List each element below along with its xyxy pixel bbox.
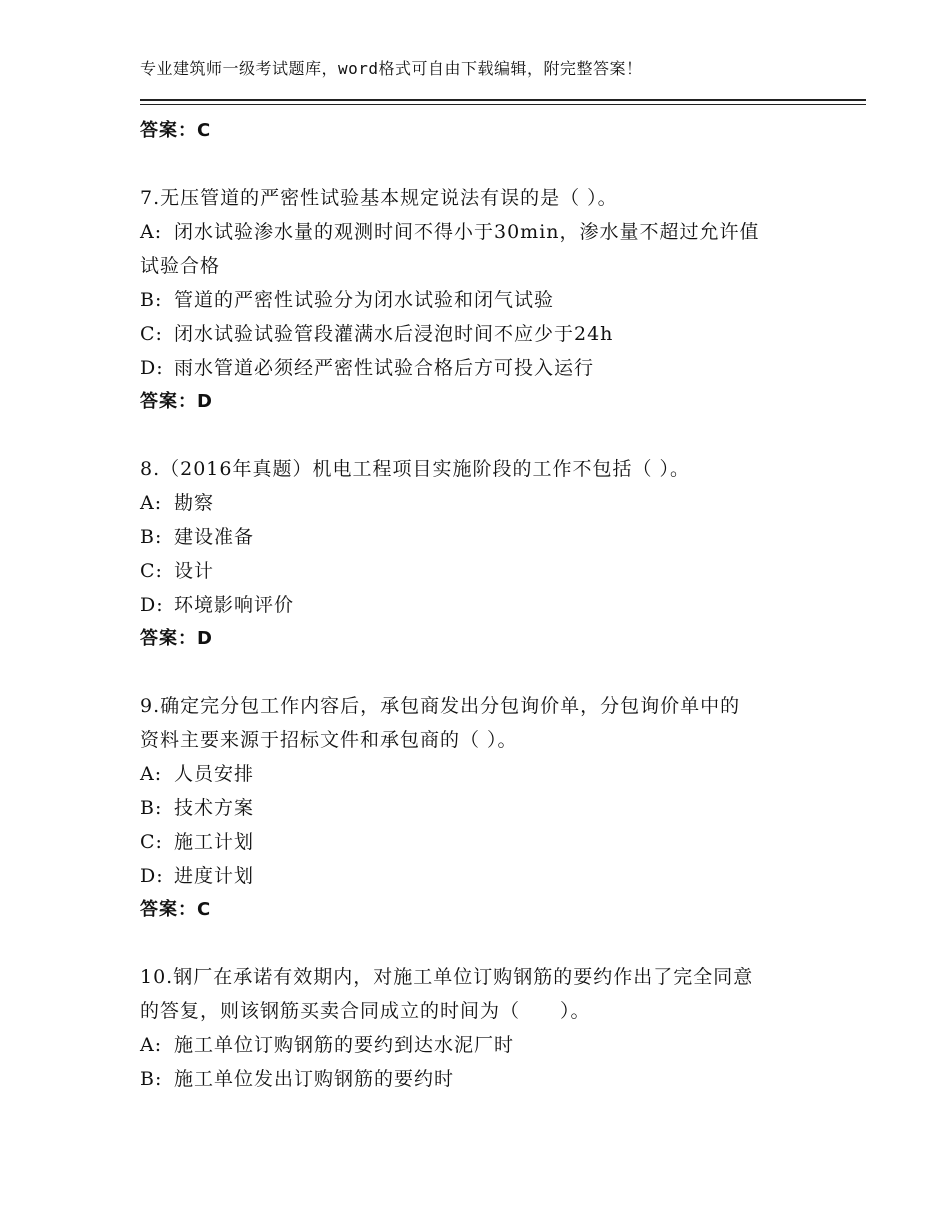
option-line [140, 588, 820, 622]
option-key: A: [140, 492, 163, 514]
option-key: D: [140, 594, 164, 616]
option-text: 雨水管道必须经严密性试验合格后方可投入运行 [174, 357, 595, 379]
header-rule-thin [140, 104, 866, 105]
question-stem: 10.钢厂在承诺有效期内，对施工单位订购钢筋的要约作出了完全同意 [140, 966, 754, 988]
option-line [140, 757, 820, 791]
option-key: B: [140, 526, 163, 548]
question-stem: 7.无压管道的严密性试验基本规定说法有误的是（ ）。 [140, 187, 618, 209]
option-key: A: [140, 221, 163, 243]
option-line [140, 317, 820, 351]
option-line [140, 215, 820, 249]
option-line [140, 486, 820, 520]
option-key: C: [140, 323, 163, 345]
option-line [140, 825, 820, 859]
option-text: 闭水试验试验管段灌满水后浸泡时间不应少于24h [174, 323, 614, 345]
option-line [140, 1062, 820, 1096]
answer-line: 答案：C [140, 899, 212, 920]
option-line [140, 520, 820, 554]
option-text: 人员安排 [174, 763, 255, 785]
option-key: B: [140, 289, 163, 311]
question-block [140, 960, 820, 1096]
question-gap [140, 148, 820, 181]
option-text: 施工计划 [174, 831, 255, 853]
question-stem: 8.（2016年真题）机电工程项目实施阶段的工作不包括（ ）。 [140, 458, 691, 480]
option-text: 进度计划 [174, 865, 255, 887]
option-key: B: [140, 1068, 163, 1090]
question-stem: 资料主要来源于招标文件和承包商的（ ）。 [140, 729, 518, 751]
option-line [140, 554, 820, 588]
question-gap [140, 927, 820, 960]
option-text: 环境影响评价 [174, 594, 295, 616]
questions-container [140, 148, 820, 1096]
option-line: 试验合格 [140, 255, 221, 277]
option-line [140, 351, 820, 385]
question-stem: 9.确定完分包工作内容后，承包商发出分包询价单，分包询价单中的 [140, 695, 741, 717]
option-text: 勘察 [174, 492, 215, 514]
option-line [140, 283, 820, 317]
answer-line: 答案：C [140, 120, 212, 141]
option-key: A: [140, 763, 163, 785]
question-block [140, 181, 820, 419]
option-key: D: [140, 357, 164, 379]
option-text: 施工单位发出订购钢筋的要约时 [174, 1068, 455, 1090]
option-text: 管道的严密性试验分为闭水试验和闭气试验 [174, 289, 555, 311]
option-key: B: [140, 797, 163, 819]
option-text: 建设准备 [174, 526, 255, 548]
question-list [140, 114, 820, 1096]
question-gap [140, 419, 820, 452]
option-text: 施工单位订购钢筋的要约到达水泥厂时 [174, 1034, 515, 1056]
answer-line: 答案：D [140, 391, 213, 412]
question-stem: 的答复，则该钢筋买卖合同成立的时间为（ ）。 [140, 1000, 591, 1022]
option-key: C: [140, 560, 163, 582]
option-key: C: [140, 831, 163, 853]
option-line [140, 859, 820, 893]
option-key: D: [140, 865, 164, 887]
question-block [140, 452, 820, 656]
option-text: 闭水试验渗水量的观测时间不得小于30min，渗水量不超过允许值 [174, 221, 760, 243]
option-line [140, 791, 820, 825]
question-gap [140, 656, 820, 689]
option-line [140, 1028, 820, 1062]
question-block [140, 689, 820, 927]
answer-line: 答案：D [140, 628, 213, 649]
header-rule-thick [140, 99, 866, 101]
option-text: 技术方案 [174, 797, 255, 819]
option-key: A: [140, 1034, 163, 1056]
page-header: 专业建筑师一级考试题库，word格式可自由下载编辑，附完整答案！ [140, 59, 643, 78]
option-text: 设计 [174, 560, 215, 582]
